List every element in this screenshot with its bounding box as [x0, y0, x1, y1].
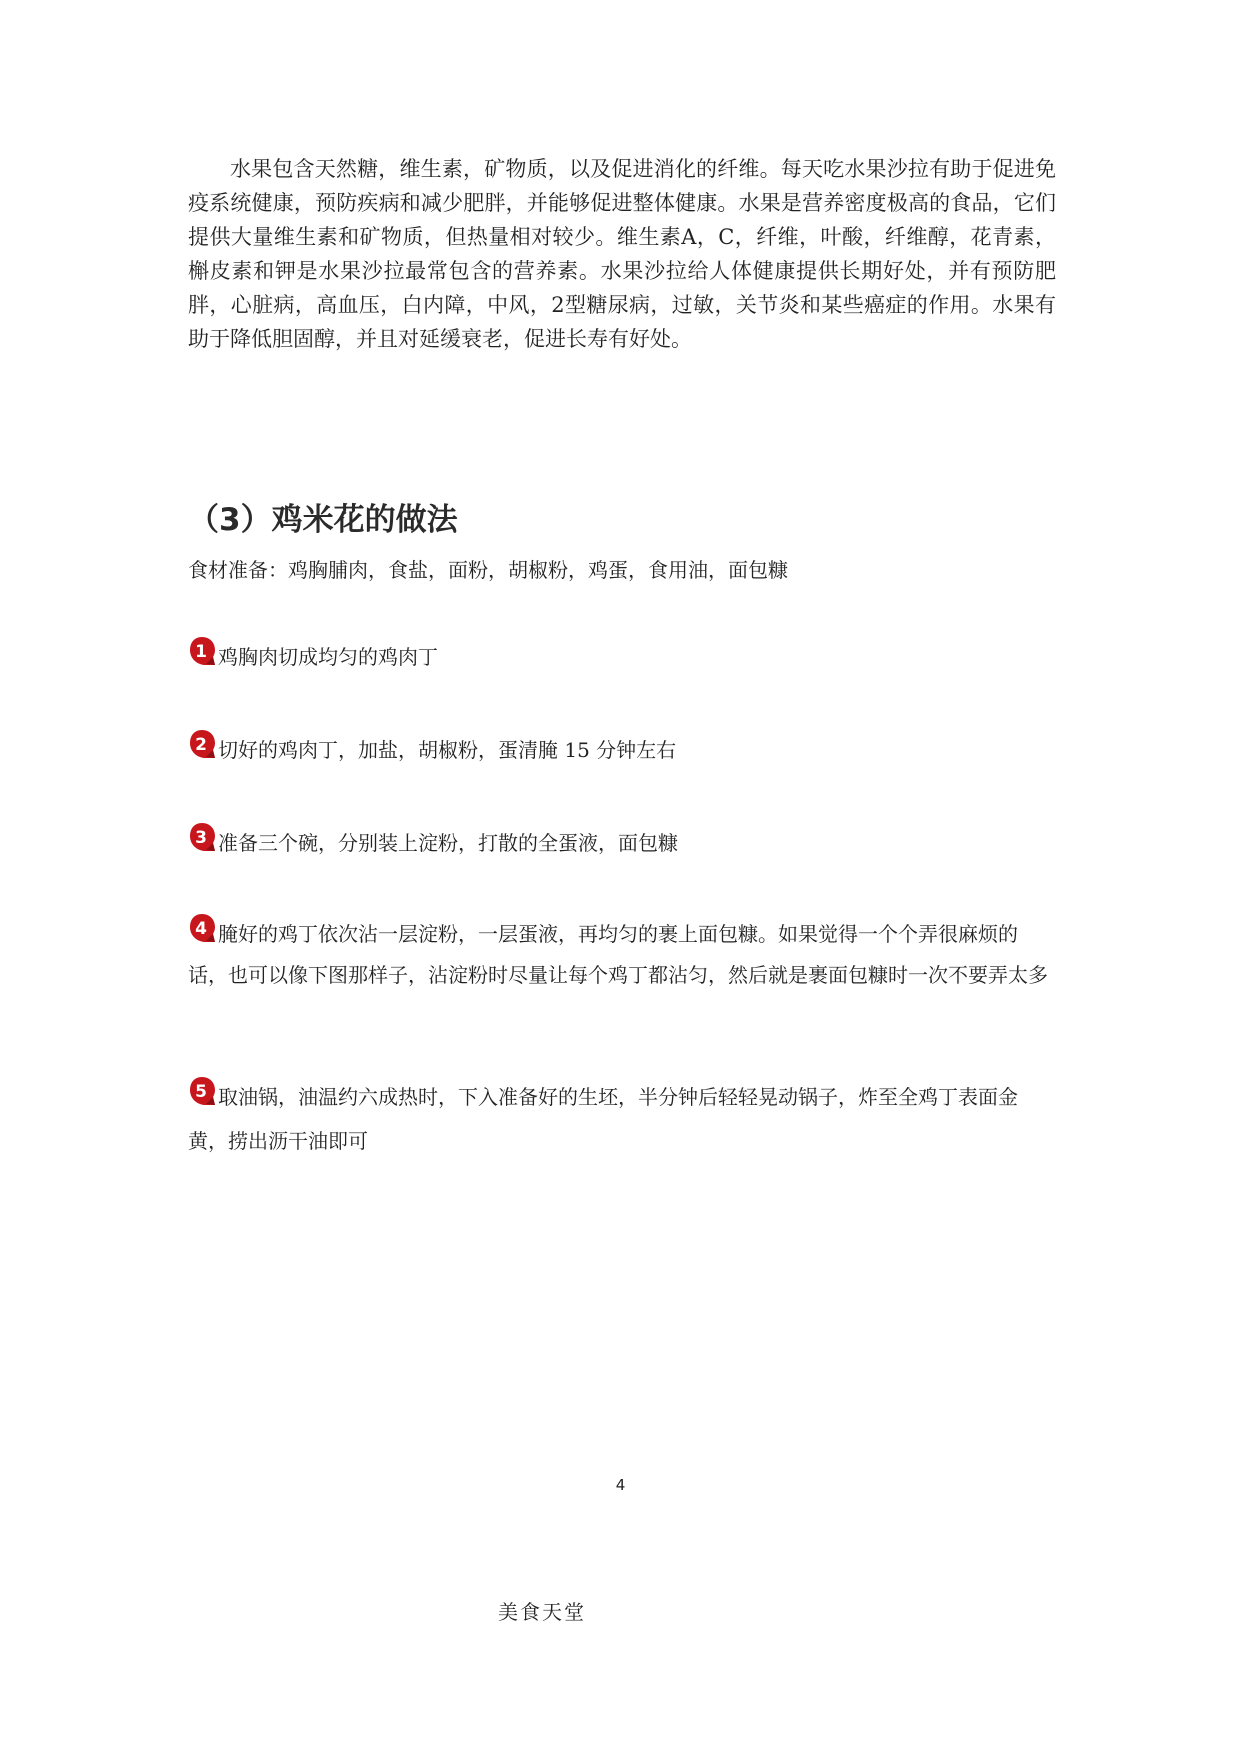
intro-paragraph: 水果包含天然糖，维生素，矿物质，以及促进消化的纤维。每天吃水果沙拉有助于促进免疫系统健康，预防疾病和减少肥胖，并能够促进整体健康。水果是营养密度极高的食品，它们提供大量维生素和矿物质，但热量相对较少。维生素A，C，纤维，叶酸，纤维醇，花青素，槲皮素和钾是水果沙拉最常包含的营养素。水果沙拉给人体健康提供长期好处，并有预防肥胖，心脏病，高血压，白内障，中风，2型糖尿病，过敏，关节炎和某些癌症的作用。水果有助于降低胆固醇，并且对延缓衰老，促进长寿有好处。	[188, 157, 1056, 351]
step-4-text: 腌好的鸡丁依次沾一层淀粉，一层蛋液，再均匀的裹上面包糠。如果觉得一个个弄很麻烦的话，也可以像下图那样子，沾淀粉时尽量让每个鸡丁都沾匀，然后就是裹面包糠时一次不要弄太多	[188, 922, 1048, 987]
svg-text:4: 4	[195, 919, 207, 939]
step-5	[188, 1075, 1056, 1163]
step-5-text: 取油锅，油温约六成热时，下入准备好的生坯，半分钟后轻轻晃动锅子，炸至全鸡丁表面金黄，捞出沥干油即可	[188, 1085, 1018, 1153]
step-1-text: 鸡胸肉切成均匀的鸡肉丁	[218, 645, 438, 669]
page-number: 4	[615, 1476, 626, 1494]
svg-text:2: 2	[195, 735, 207, 755]
footer-brand: 美食天堂	[498, 1600, 586, 1624]
section-title: （3）鸡米花的做法	[188, 502, 458, 538]
step-number-1-icon	[188, 636, 216, 666]
step-1	[188, 636, 1056, 675]
step-2-text: 切好的鸡肉丁，加盐，胡椒粉，蛋清腌 15 分钟左右	[218, 738, 677, 762]
step-4	[188, 913, 1056, 996]
step-number-3-icon	[188, 822, 216, 852]
step-number-4-icon	[188, 913, 216, 943]
svg-text:3: 3	[195, 828, 207, 848]
svg-text:5: 5	[195, 1082, 207, 1102]
step-3-text: 准备三个碗，分别装上淀粉，打散的全蛋液，面包糠	[218, 831, 678, 855]
step-number-5-icon	[188, 1076, 216, 1106]
ingredients-line: 食材准备：鸡胸脯肉，食盐，面粉，胡椒粉，鸡蛋，食用油，面包糠	[188, 558, 788, 582]
step-number-2-icon	[188, 729, 216, 759]
step-2	[188, 729, 1056, 768]
svg-text:1: 1	[195, 642, 207, 662]
step-3	[188, 822, 1056, 861]
